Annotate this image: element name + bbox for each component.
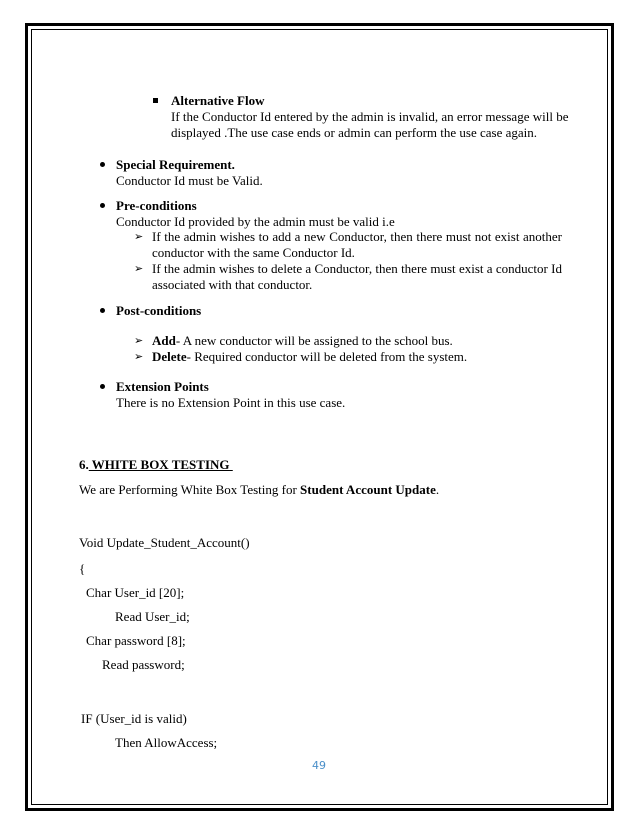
extension-heading: Extension Points — [116, 379, 209, 394]
special-req-heading: Special Requirement. — [116, 157, 235, 172]
code-line: Read password; — [102, 657, 185, 672]
code-line: Void Update_Student_Account() — [79, 535, 250, 550]
preconditions-text: Conductor Id provided by the admin must be valid i.e — [116, 214, 395, 229]
special-req-text: Conductor Id must be Valid. — [116, 173, 263, 188]
code-line: { — [79, 561, 86, 576]
postcondition-item-delete: Delete- Required conductor will be deleted from the system. — [152, 349, 468, 364]
code-line: Char User_id [20]; — [86, 585, 185, 600]
alt-flow-heading: Alternative Flow — [171, 93, 265, 108]
arrow-bullet-icon: ➢ — [134, 351, 144, 363]
bullet-icon — [100, 162, 105, 167]
section-heading: 6. WHITE BOX TESTING — [79, 457, 230, 472]
arrow-bullet-icon: ➢ — [134, 335, 144, 347]
precondition-item-2: If the admin wishes to delete a Conductor, then there must exist a conductor Id associated with that conductor. — [152, 261, 562, 292]
square-bullet-icon — [153, 98, 158, 103]
alt-flow-text-2: displayed .The use case ends or admin can perform the use case again. — [171, 125, 538, 140]
extension-text: There is no Extension Point in this use case. — [116, 395, 346, 410]
precondition-item-1: If the admin wishes to add a new Conductor, then there must not exist another conductor with the same Conductor Id. — [152, 229, 562, 260]
postcondition-item-add: Add- A new conductor will be assigned to the school bus. — [152, 333, 453, 348]
bullet-icon — [100, 203, 105, 208]
alt-flow-text-1: If the Conductor Id entered by the admin is invalid, an error message will be — [171, 109, 569, 124]
postconditions-heading: Post-conditions — [116, 303, 202, 318]
code-line: Then AllowAccess; — [115, 735, 218, 750]
page-border-inner — [31, 29, 608, 805]
arrow-bullet-icon: ➢ — [134, 263, 144, 275]
section-intro: We are Performing White Box Testing for Student Account Update. — [79, 482, 440, 497]
bullet-icon — [100, 308, 105, 313]
code-line: IF (User_id is valid) — [81, 711, 187, 726]
arrow-bullet-icon: ➢ — [134, 231, 144, 243]
code-line: Read User_id; — [115, 609, 190, 624]
bullet-icon — [100, 384, 105, 389]
page-number: 49 — [312, 759, 326, 772]
code-line: Char password [8]; — [86, 633, 186, 648]
preconditions-heading: Pre-conditions — [116, 198, 197, 213]
